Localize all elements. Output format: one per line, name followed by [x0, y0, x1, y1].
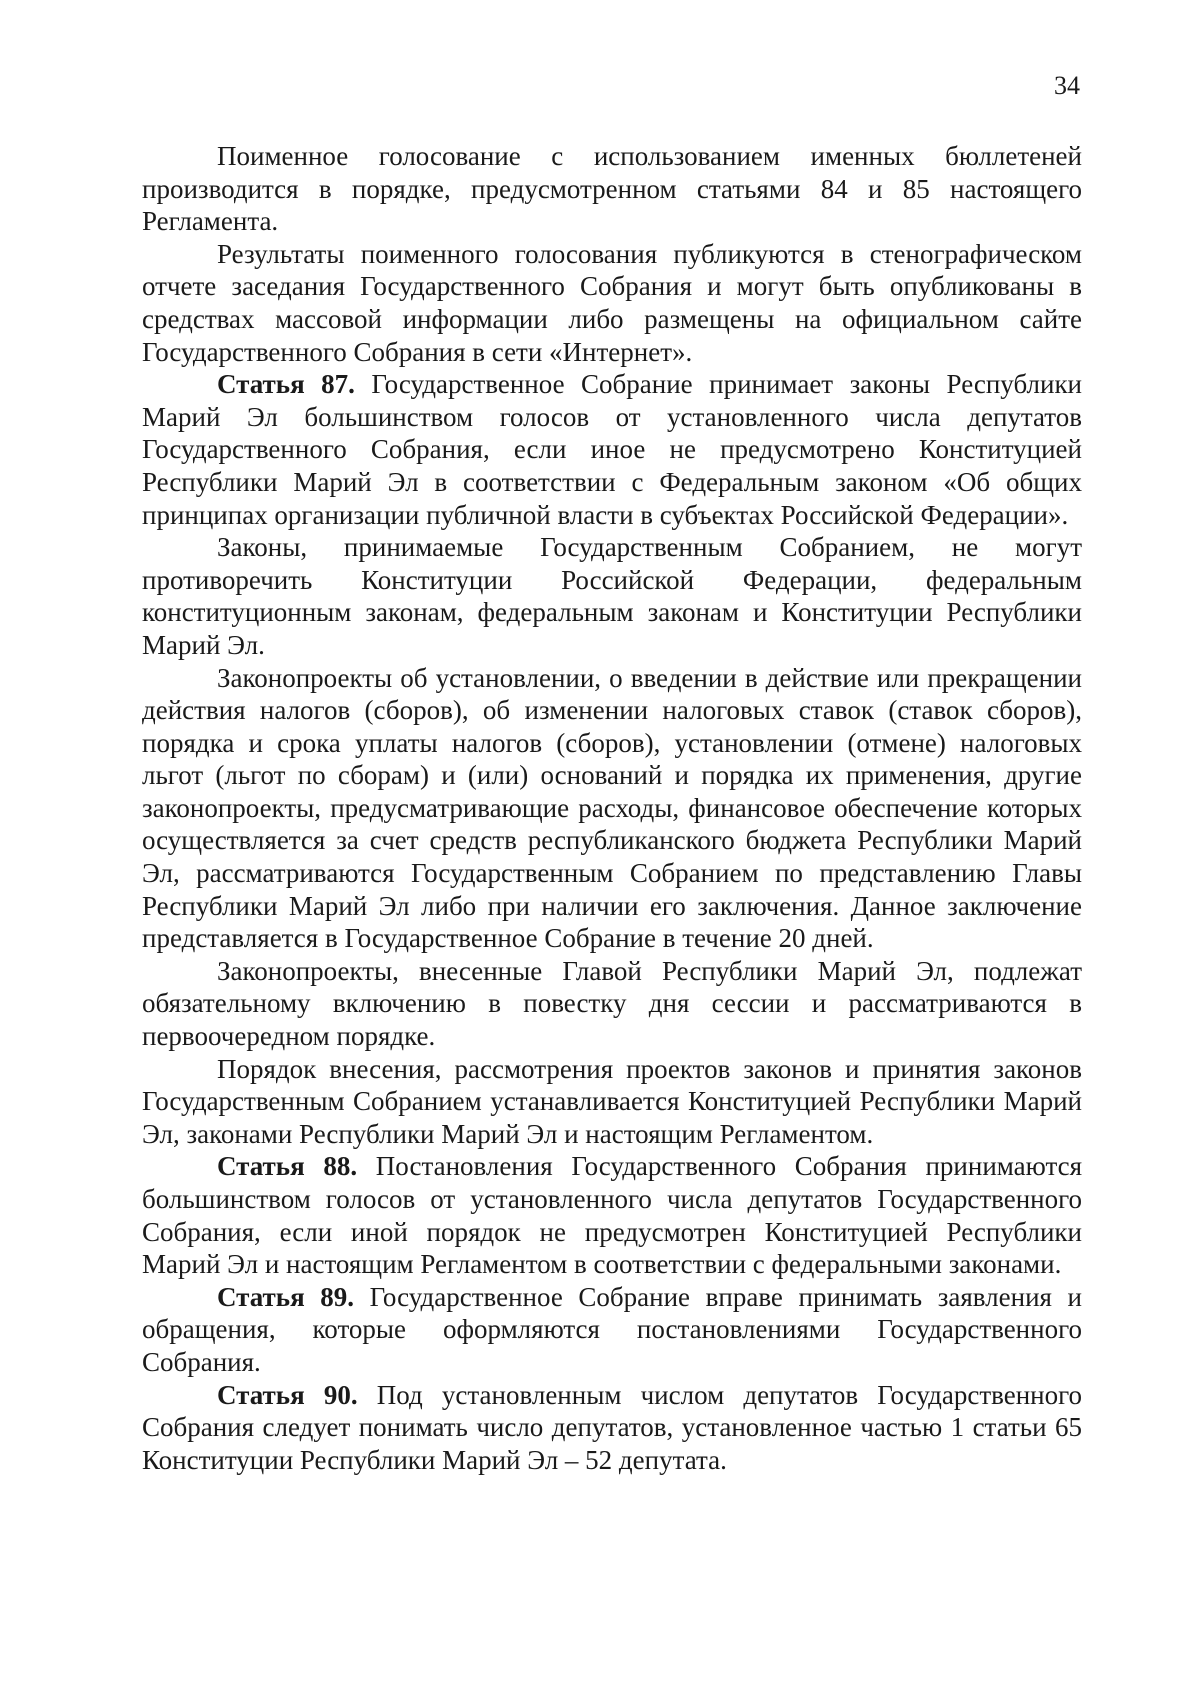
paragraph-text: Государственное Собрание вправе принимать заявления и обращения, которые оформляются постановлениями Государственного Собрания. — [142, 1281, 1083, 1377]
article-87 — [142, 368, 1082, 531]
paragraph-text: Государственное Собрание принимает законы Республики Марий Эл большинством голосов от установленного числа депутатов Государственного Собрания, если иное не предусмотрено Конституцией Республики Марий Эл в соответствии с Федеральным законом «Об общих принципах организации публичной власти в субъектах Российской Федерации». — [142, 369, 1083, 530]
paragraph-tax-bills — [142, 662, 1082, 955]
paragraph-text: Результаты поименного голосования публикуются в стенографическом отчете заседания Государственного Собрания и могут быть опубликованы в средствах массовой информации либо размещены на официальном сайте Государственного Собрания в сети «Интернет». — [142, 238, 1082, 367]
paragraph-text: Законы, принимаемые Государственным Собранием, не могут противоречить Конституции Российской Федерации, федеральным конституционным законам, федеральным законам и Конституции Республики Марий Эл. — [142, 532, 1082, 660]
paragraph-text: Под установленным числом депутатов Государственного Собрания следует понимать число депутатов, установленное частью 1 статьи 65 Конституции Республики Марий Эл – 52 депутата. — [142, 1379, 1082, 1475]
article-label: Статья 89. — [217, 1281, 355, 1312]
paragraph-procedure — [142, 1053, 1082, 1151]
paragraph-text: Порядок внесения, рассмотрения проектов законов и принятия законов Государственным Собранием устанавливается Конституцией Республики Марий Эл, законами Республики Марий Эл и настоящим Регламентом. — [142, 1053, 1082, 1149]
article-90 — [142, 1379, 1082, 1477]
paragraph-text: Поименное голосование с использованием именных бюллетеней производится в порядке, предусмотренном статьями 84 и 85 настоящего Регламента. — [142, 141, 1082, 237]
article-label: Статья 90. — [217, 1379, 358, 1410]
paragraph-laws-constitution — [142, 531, 1082, 661]
paragraph-text: Постановления Государственного Собрания принимаются большинством голосов от установленного числа депутатов Государственного Собрания, если иной порядок не предусмотрен Конституцией Республики Марий Эл и настоящим Регламентом в соответствии с федеральными законами. — [142, 1151, 1082, 1280]
paragraph-roll-call-ballots — [142, 140, 1082, 238]
paragraph-roll-call-results — [142, 238, 1082, 368]
article-label: Статья 87. — [217, 369, 355, 400]
document-body — [142, 140, 1082, 1476]
paragraph-text: Законопроекты об установлении, о введении в действие или прекращении действия налогов (сборов), об изменении налоговых ставок (ставок сборов), порядка и срока уплаты налогов (сборов), установлении (отмене) налоговых льгот (льгот по сборам) и (или) оснований и порядка их применения, другие законопроекты, предусматривающие расходы, финансовое обеспечение которых осуществляется за счет средств республиканского бюджета Республики Марий Эл, рассматриваются Государственным Собранием по представлению Главы Республики Марий Эл либо при наличии его заключения. Данное заключение представляется в Государственное Собрание в течение 20 дней. — [142, 662, 1082, 954]
paragraph-text: Законопроекты, внесенные Главой Республики Марий Эл, подлежат обязательному включению в повестку дня сессии и рассматриваются в первоочередном порядке. — [142, 955, 1082, 1052]
paragraph-head-bills — [142, 955, 1082, 1053]
article-89 — [142, 1281, 1082, 1379]
article-label: Статья 88. — [217, 1151, 358, 1182]
page-number: 34 — [1054, 71, 1080, 100]
article-88 — [142, 1150, 1082, 1280]
